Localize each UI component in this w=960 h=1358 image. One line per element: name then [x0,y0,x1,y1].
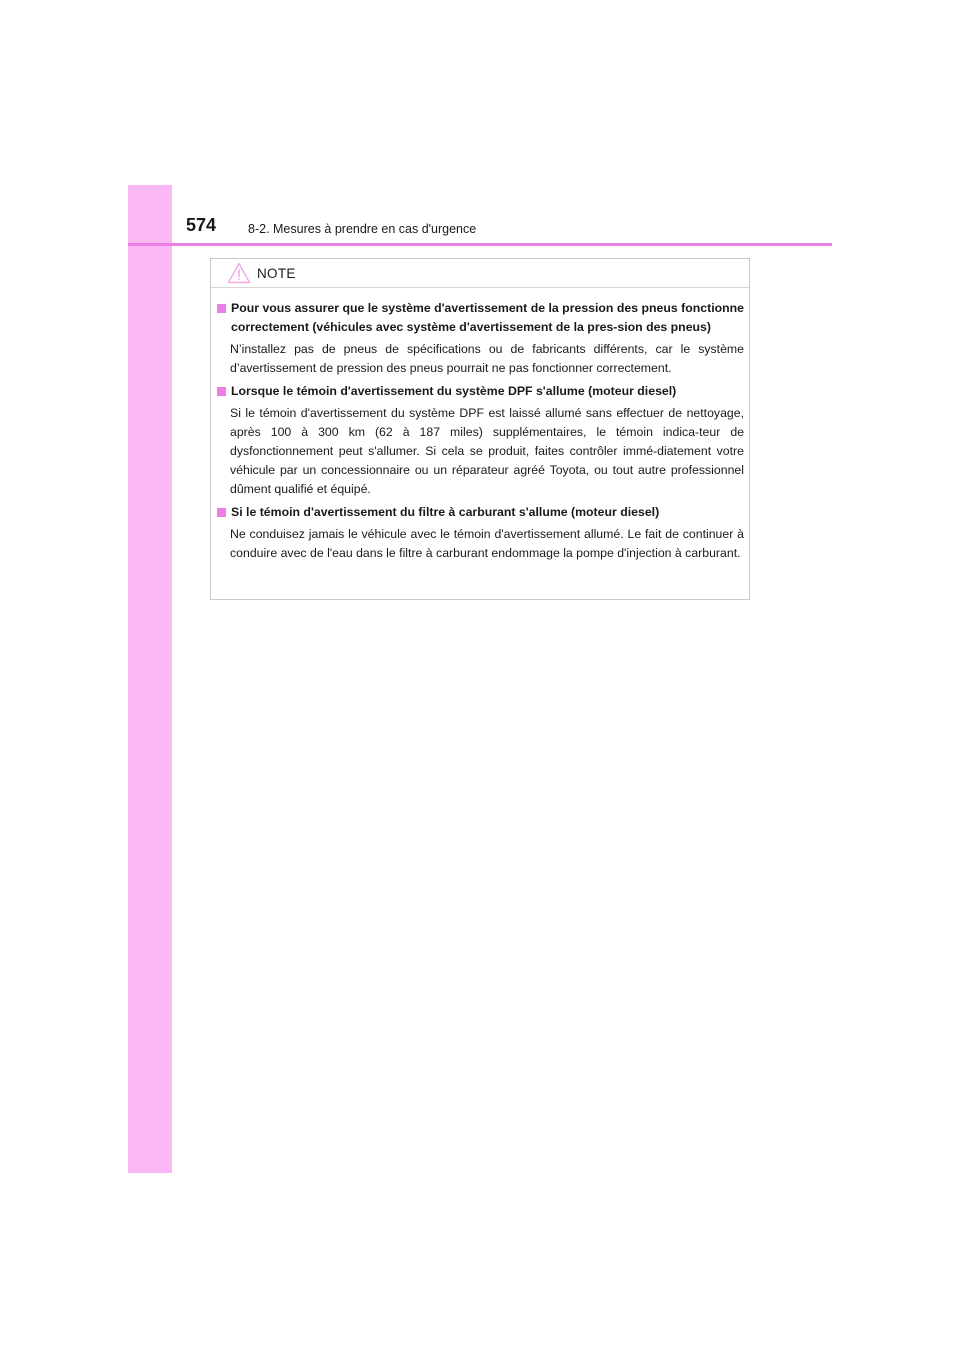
square-bullet-icon [217,304,226,313]
note-item-body: Si le témoin d'avertissement du système DPF est laissé allumé sans effectuer de nettoyage, après 100 à 300 km (62 à 187 miles) supplémentaires, le témoin indica-teur de dysfonctionnement peut s'allumer. Si cela se produit, faites contrôler immé-diatement votre véhicule par un concessionnaire ou un réparateur agréé Toyota, ou tout autre professionnel dûment qualifié et équipé. [230,406,744,496]
note-item-title-text: Si le témoin d'avertissement du filtre à carburant s'allume (moteur diesel) [231,505,660,519]
note-box [210,258,750,600]
note-label: NOTE [257,265,296,281]
warning-triangle-icon [227,262,251,284]
page-number: 574 [186,215,217,235]
header-divider [128,243,832,246]
note-item-title [217,382,744,401]
note-item-title [217,503,744,522]
note-item-title-text: Pour vous assurer que le système d'avertissement de la pression des pneus fonctionne correctement (véhicules avec système d'avertissement de la pres-sion des pneus) [231,301,744,334]
note-item-body: N’installez pas de pneus de spécifications ou de fabricants différents, car le système d’avertissement de pression des pneus pourrait ne pas fonctionner correctement. [230,342,744,375]
note-item-body: Ne conduisez jamais le véhicule avec le témoin d'avertissement allumé. Le fait de continuer à conduire avec de l'eau dans le filtre à carburant endommage la pompe d'injection à carburant. [230,527,744,560]
section-title: 8-2. Mesures à prendre en cas d'urgence [248,222,477,236]
side-color-strip [128,185,172,1173]
note-items [217,299,744,567]
square-bullet-icon [217,508,226,517]
note-divider [211,287,749,288]
note-item [217,382,744,499]
note-header [227,262,296,284]
note-item [217,299,744,378]
note-item-title [217,299,744,337]
note-item [217,503,744,563]
square-bullet-icon [217,387,226,396]
note-item-title-text: Lorsque le témoin d'avertissement du système DPF s'allume (moteur diesel) [231,384,677,398]
